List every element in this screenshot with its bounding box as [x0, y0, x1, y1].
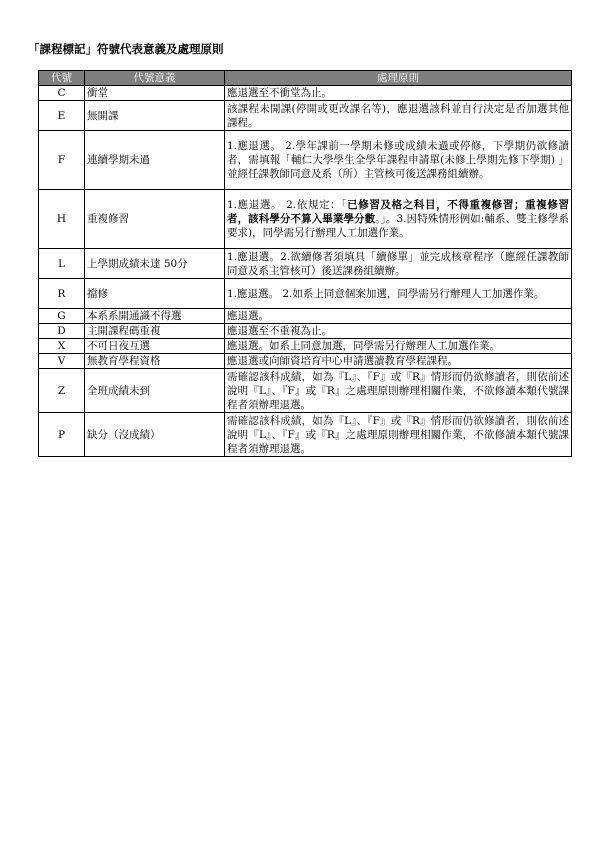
row-meaning: 重複修習 — [85, 190, 225, 249]
row-meaning: 全班成績未到 — [85, 369, 225, 413]
row-rule: 該課程未開課(停開或更改課名等)，應退選該科並自行決定是否加選其他課程。 — [225, 101, 572, 131]
header-code: 代號 — [39, 71, 85, 86]
row-meaning: 無開課 — [85, 101, 225, 131]
header-rule: 處理原則 — [225, 71, 572, 86]
table-row — [39, 131, 572, 190]
table-header-row — [39, 71, 572, 86]
row-code: D — [39, 324, 85, 339]
table-row — [39, 369, 572, 413]
row-meaning: 連續學期未過 — [85, 131, 225, 190]
row-code: R — [39, 279, 85, 309]
row-meaning: 缺分（沒成績） — [85, 413, 225, 457]
table-row — [39, 279, 572, 309]
row-rule — [225, 190, 572, 249]
row-code: Z — [39, 369, 85, 413]
row-code: P — [39, 413, 85, 457]
header-meaning: 代號意義 — [85, 71, 225, 86]
course-codes-table — [38, 70, 572, 457]
table-row — [39, 339, 572, 354]
row-rule: 需確認該科成績，如為『L』、『F』或『R』情形而仍欲修讀者，則依前述說明『L』、『F』或『R』之處理原則辦理相關作業，不欲修讀本類代號課程者須辦理退選。 — [225, 413, 572, 457]
row-code: V — [39, 354, 85, 369]
row-meaning: 無教育學程資格 — [85, 354, 225, 369]
table-row — [39, 413, 572, 457]
row-rule: 應退選至不衝堂為止。 — [225, 86, 572, 101]
row-meaning: 擋修 — [85, 279, 225, 309]
table-row — [39, 190, 572, 249]
rule-text: 1.應退選。 2.依規定：「 — [227, 199, 348, 211]
row-rule: 應退選。如系上同意加選，同學需另行辦理人工加選作業。 — [225, 339, 572, 354]
row-meaning: 衝堂 — [85, 86, 225, 101]
table-row — [39, 354, 572, 369]
row-meaning: 上學期成績未達 50分 — [85, 249, 225, 279]
table-row — [39, 249, 572, 279]
row-rule: 需確認該科成績，如為『L』、『F』或『R』情形而仍欲修讀者，則依前述說明『L』、『F』或『R』之處理原則辦理相關作業，不欲修讀本類代號課程者須辦理退選。 — [225, 369, 572, 413]
row-meaning: 主開課程碼重複 — [85, 324, 225, 339]
rule-text: 。」。3.因特殊情形例如:輔系、雙主修學系要求)，同學需另行辦理人工加選作業。 — [227, 213, 569, 239]
table-row — [39, 101, 572, 131]
rule-emphasis: 已修習及格之科目，不得重複修習；重複修習者，該科學分不算入畢業學分數 — [227, 199, 569, 225]
document-title: 「課程標記」符號代表意義及處理原則 — [28, 42, 224, 56]
row-rule: 應退選。 — [225, 309, 572, 324]
table-row — [39, 309, 572, 324]
table-row — [39, 324, 572, 339]
row-meaning: 不可日夜互選 — [85, 339, 225, 354]
row-code: C — [39, 86, 85, 101]
row-code: E — [39, 101, 85, 131]
row-code: H — [39, 190, 85, 249]
row-code: L — [39, 249, 85, 279]
row-rule: 1.應退選。 2.如系上同意個案加選，同學需另行辦理人工加選作業。 — [225, 279, 572, 309]
row-rule: 應退選至不重複為止。 — [225, 324, 572, 339]
row-rule: 1.應退選。 2.學年課前一學期未修或成績未過或停修，下學期仍欲修讀者，需填報「輔仁大學學生全學年課程申請單(未修上學期先修下學期) 」並經任課教師同意及系（所）主管核可後送課務組續辦。 — [225, 131, 572, 190]
row-code: X — [39, 339, 85, 354]
row-code: G — [39, 309, 85, 324]
row-rule: 應退選或向師資培育中心申請選讀教育學程課程。 — [225, 354, 572, 369]
row-rule: 1.應退選。2.欲續修者須填具「續修單」並完成核章程序（應經任課教師同意及系主管核可）後送課務組續辦。 — [225, 249, 572, 279]
row-meaning: 本系系開通識不得選 — [85, 309, 225, 324]
table-row — [39, 86, 572, 101]
row-code: F — [39, 131, 85, 190]
